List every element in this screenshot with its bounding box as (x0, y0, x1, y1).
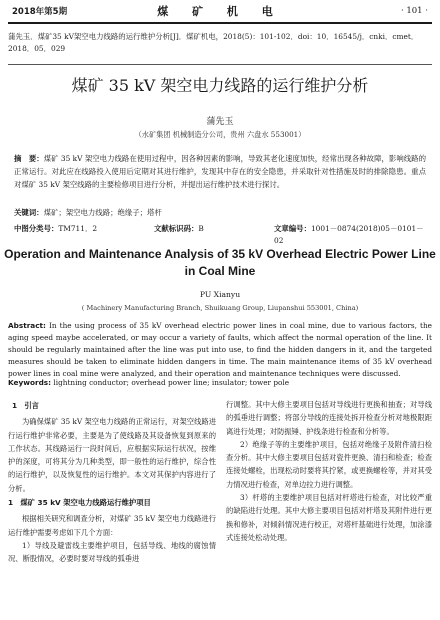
title-chinese: 煤矿 35 kV 架空电力线路的运行维护分析 (71, 76, 369, 95)
article-number (274, 223, 426, 247)
paragraph-maintenance-intro: 根据相关研究和调查分析，对煤矿 35 kV 架空电力线路进行运行维护需要考虑如下几个方面： (8, 514, 216, 537)
abstract-english-text: In the using process of 35 kV overhead electric power lines in coal mine, due to various factors, the aging speed maybe accelerated, or may occur a variety of faults, which affect the normal operation of the line. It should be regularly maintained after the line was put into use, to find the hidden dangers in it, and the targeted measures should be taken to eliminate hidden dangers in time. The main maintenance items of 35 kV overhead power lines in coal mine were analyzed, and their operation and maintenance techniques were discussed. (8, 321, 432, 378)
issue-label: 2018年第5期 (12, 7, 68, 17)
keywords-chinese-text: 煤矿；架空电力线路；绝缘子；塔杆 (43, 208, 162, 217)
keywords-english-text: lightning conductor; overhead power line; insulator; tower pole (53, 378, 290, 387)
running-header (0, 0, 440, 22)
abstract-chinese-text: 煤矿 35 kV 架空电力线路在使用过程中，因各种因素的影响，导致其老化速度加快，经常出现各种故障，影响线路的正常运行。对此应在线路投入使用后定期对其进行维护，发现其中存在的安全隐患，并采取针对性措施及时的排除隐患。重点对煤矿 35 kV 架空线路的主要检修项目进行分析，并提出运行维护技术进行探讨。 (14, 154, 426, 189)
affiliation-english: ( Machinery Manufacturing Branch, Shuikuang Group, Liupanshui 553001, China) (81, 304, 359, 312)
abstract-chinese-label: 摘 要： (14, 154, 44, 163)
title-english: Operation and Maintenance Analysis of 35 kV Overhead Electric Power Line in Coal Mine (4, 247, 436, 278)
classification-line (14, 223, 426, 247)
keywords-chinese-label: 关键词： (14, 208, 44, 217)
citation-rule (8, 64, 432, 65)
clc-number (14, 223, 154, 247)
paragraph-tower: 3）杆塔的主要维护项目包括对杆塔进行检查，对比较严重的缺陷进行处理。其中大修主要项目包括对杆塔及其附件进行更换和修补，对倾斜情况进行校正，对塔杆基础进行处理，加涂漆式连接处松动处理。 (226, 493, 432, 542)
clc-label: 中图分类号： (14, 224, 59, 233)
doc-label: 文献标识码： (154, 224, 199, 233)
keywords-chinese (14, 207, 426, 219)
clc-value: TM711．2 (58, 224, 98, 233)
author-chinese: 蒲先玉 (206, 117, 234, 127)
abstract-english-label: Abstract: (8, 321, 46, 330)
section-heading-maintenance: 1 煤矿 35 kV 架空电力线路运行维护项目 (8, 498, 151, 508)
art-value: 1001－0874(2018)05－0101－02 (274, 224, 424, 245)
paragraph-conductor-cont: 行调整。其中大修主要项目包括对导线进行更换和抽查；对导线的弧垂进行调整；将部分导线的连接处拆开检查分析对地极限距离进行处理；对防振锤、护线条进行检查和分析等。 (226, 400, 432, 436)
affiliation-chinese: （水矿集团 机械制造分公司，贵州 六盘水 553001） (134, 130, 306, 139)
citation-line: 蒲先玉．煤矿35 kV架空电力线路的运行维护分析[J]．煤矿机电，2018(5)：101-102．doi：10．16545/j．cnki．cmet．2018．05．029 (8, 32, 419, 53)
page-number: · 101 · (400, 6, 428, 16)
author-english: PU Xianyu (199, 290, 241, 299)
paragraph-conductor: 1）导线及避雷线主要维护项目，包括导线、地线的腐蚀情况、断股情况，必要时要对导线的弧垂进 (8, 540, 216, 564)
keywords-english-label: Keywords: (8, 378, 52, 387)
document-code (154, 223, 274, 247)
body-right-column (226, 398, 432, 544)
journal-name: 煤 矿 机 电 (157, 5, 283, 18)
doc-value: B (198, 224, 204, 233)
paragraph-insulator: 2）绝缘子等的主要维护项目，包括对绝缘子及附件清扫检查分析。其中大修主要项目包括对瓷件更换、清扫和检查；检查连接处螺栓，出现松动时要将其拧紧，或更换螺栓等，并对其受力情况进行检查，对单边拉力进行调整。 (226, 439, 432, 489)
header-rule (8, 22, 432, 24)
abstract-chinese (14, 152, 426, 191)
art-label: 文章编号： (274, 224, 311, 233)
paragraph-intro: 为确保煤矿 35 kV 架空电力线路的正常运行，对架空线路进行运行维护非常必要，主要是为了使线路及其设备恢复到原来的工作状态。其线路运行一段时间后，应根据实际运行状况，按维护的深度，可将其分为几种类型，即一般性的运行维护，综合性的运行维护，以及恢复性的运行维护。本文对其保护内容进行了分析。 (8, 417, 216, 493)
section-heading-intro: 1 引言 (12, 401, 39, 410)
abstract-english (8, 320, 432, 380)
body-left-column (8, 398, 216, 566)
keywords-english (8, 377, 432, 389)
